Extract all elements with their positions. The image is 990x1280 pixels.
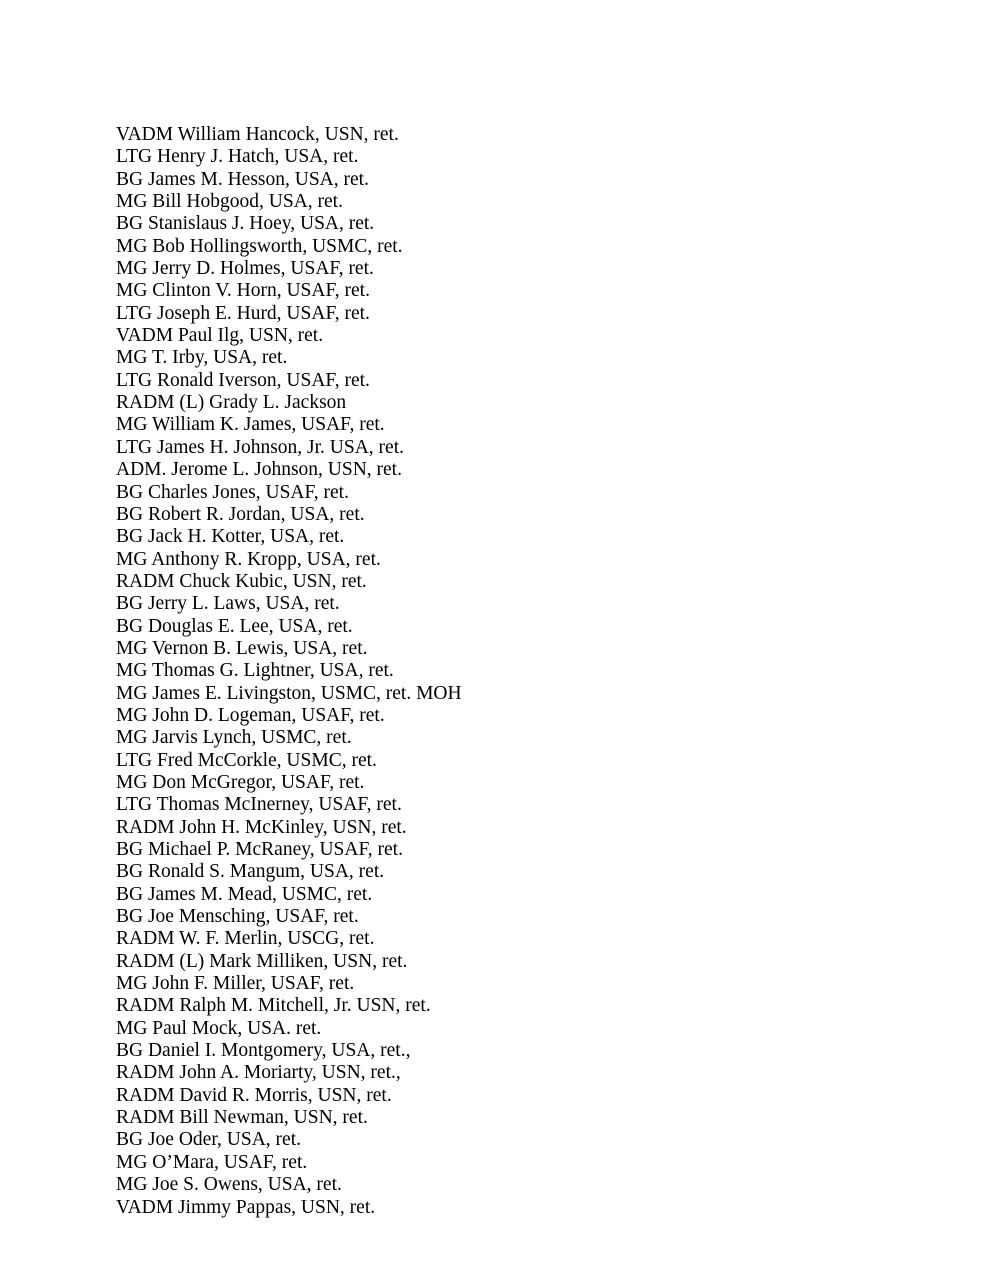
list-item: MG Vernon B. Lewis, USA, ret. bbox=[116, 637, 368, 659]
list-item: BG James M. Hesson, USA, ret. bbox=[116, 168, 369, 190]
list-item: BG Charles Jones, USAF, ret. bbox=[116, 481, 349, 503]
list-item: BG Douglas E. Lee, USA, ret. bbox=[116, 615, 353, 637]
list-item: BG James M. Mead, USMC, ret. bbox=[116, 883, 373, 905]
list-item: BG Stanislaus J. Hoey, USA, ret. bbox=[116, 213, 375, 235]
list-item: MG Jarvis Lynch, USMC, ret. bbox=[116, 727, 352, 749]
list-item: MG Don McGregor, USAF, ret. bbox=[116, 771, 365, 793]
list-item: VADM Jimmy Pappas, USN, ret. bbox=[116, 1196, 376, 1218]
list-item: RADM David R. Morris, USN, ret. bbox=[116, 1084, 392, 1106]
list-item: BG Jack H. Kotter, USA, ret. bbox=[116, 526, 345, 548]
list-item: BG Daniel I. Montgomery, USA, ret., bbox=[116, 1040, 411, 1062]
list-item: VADM Paul Ilg, USN, ret. bbox=[116, 325, 324, 347]
list-item: MG O’Mara, USAF, ret. bbox=[116, 1151, 308, 1173]
list-item: MG James E. Livingston, USMC, ret. MOH bbox=[116, 682, 462, 704]
list-item: BG Robert R. Jordan, USA, ret. bbox=[116, 503, 365, 525]
list-item: RADM Chuck Kubic, USN, ret. bbox=[116, 570, 367, 592]
list-item: LTG Ronald Iverson, USAF, ret. bbox=[116, 369, 370, 391]
list-item: RADM (L) Mark Milliken, USN, ret. bbox=[116, 950, 408, 972]
list-item: LTG Fred McCorkle, USMC, ret. bbox=[116, 749, 377, 771]
list-item: RADM Ralph M. Mitchell, Jr. USN, ret. bbox=[116, 995, 431, 1017]
list-item: RADM Bill Newman, USN, ret. bbox=[116, 1107, 368, 1129]
list-item: RADM John H. McKinley, USN, ret. bbox=[116, 816, 407, 838]
list-item: RADM (L) Grady L. Jackson bbox=[116, 392, 347, 414]
list-item: BG Joe Mensching, USAF, ret. bbox=[116, 906, 359, 928]
list-item: MG Bob Hollingsworth, USMC, ret. bbox=[116, 235, 403, 257]
list-item: LTG Henry J. Hatch, USA, ret. bbox=[116, 146, 359, 168]
list-item: MG Paul Mock, USA. ret. bbox=[116, 1017, 322, 1039]
list-item: BG Michael P. McRaney, USAF, ret. bbox=[116, 839, 403, 860]
list-item: MG John D. Logeman, USAF, ret. bbox=[116, 704, 385, 726]
list-item: BG Joe Oder, USA, ret. bbox=[116, 1129, 301, 1151]
list-item: MG William K. James, USAF, ret. bbox=[116, 414, 385, 436]
signatory-list bbox=[116, 124, 462, 1219]
list-item: MG Bill Hobgood, USA, ret. bbox=[116, 191, 343, 213]
list-item: MG Jerry D. Holmes, USAF, ret. bbox=[116, 258, 374, 280]
list-item: MG Clinton V. Horn, USAF, ret. bbox=[116, 280, 370, 302]
list-item: RADM John A. Moriarty, USN, ret., bbox=[116, 1062, 401, 1084]
list-item: LTG James H. Johnson, Jr. USA, ret. bbox=[116, 436, 404, 458]
list-item: MG Joe S. Owens, USA, ret. bbox=[116, 1174, 342, 1196]
list-item: RADM W. F. Merlin, USCG, ret. bbox=[116, 928, 375, 950]
list-item: MG Anthony R. Kropp, USA, ret. bbox=[116, 548, 381, 570]
list-item: MG John F. Miller, USAF, ret. bbox=[116, 973, 355, 995]
list-item: MG T. Irby, USA, ret. bbox=[116, 347, 288, 369]
list-item: BG Ronald S. Mangum, USA, ret. bbox=[116, 861, 385, 883]
list-item: LTG Joseph E. Hurd, USAF, ret. bbox=[116, 302, 370, 324]
list-item: ADM. Jerome L. Johnson, USN, ret. bbox=[116, 459, 402, 481]
list-item: VADM William Hancock, USN, ret. bbox=[116, 124, 399, 145]
list-item: LTG Thomas McInerney, USAF, ret. bbox=[116, 794, 402, 816]
list-item: MG Thomas G. Lightner, USA, ret. bbox=[116, 660, 394, 682]
list-item: BG Jerry L. Laws, USA, ret. bbox=[116, 593, 340, 615]
